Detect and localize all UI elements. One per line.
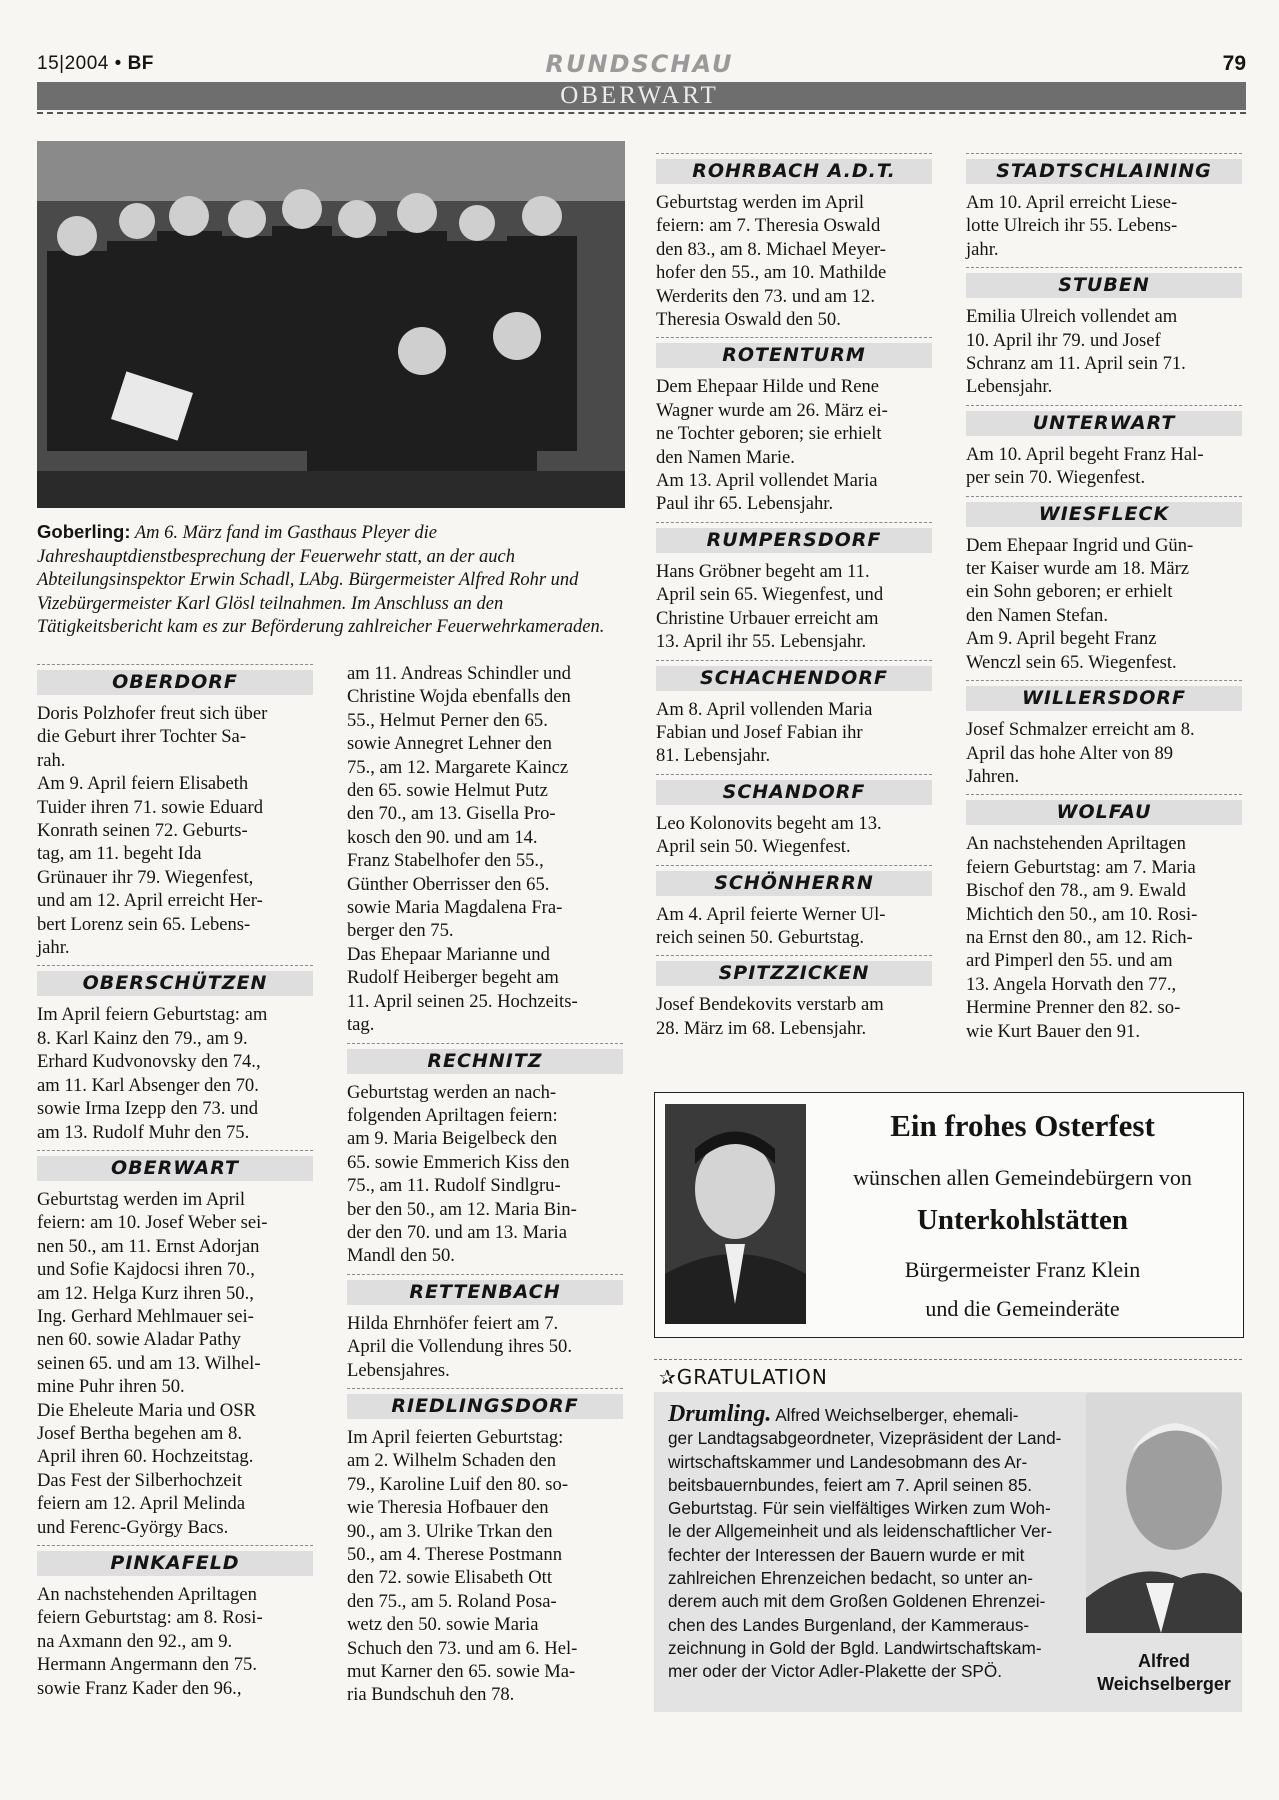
section-schandorf: [656, 774, 932, 859]
text-line: den 65. sowie Helmut Putz: [347, 780, 548, 802]
section-rotenturm: [656, 337, 932, 515]
section-heading: [37, 664, 313, 696]
section-heading: [966, 153, 1242, 185]
text-line: na Ernst den 80., am 12. Rich-: [966, 926, 1193, 948]
text-line: Werderits den 73. und am 12.: [656, 285, 875, 307]
section-rumpersdorf: [656, 522, 932, 654]
text-line: Am 4. April feierte Werner Ul-: [656, 903, 886, 925]
text-line: Theresia Oswald den 50.: [656, 309, 841, 331]
text-line: Am 10. April begeht Franz Hal-: [966, 443, 1204, 465]
ad-town-name: Unterkohlstätten: [916, 1204, 1129, 1236]
text-line: nen 50., am 11. Ernst Adorjan: [37, 1235, 260, 1257]
text-line: die Geburt ihrer Tochter Sa-: [37, 726, 247, 748]
text-line: Hermine Prenner den 82. so-: [966, 997, 1181, 1019]
text-line: Dem Ehepaar Hilde und Rene: [656, 376, 880, 398]
weichselberger-portrait-graphic: [1086, 1393, 1242, 1633]
text-line: Schranz am 11. April sein 71.: [966, 353, 1186, 375]
gratulation-divider: [654, 1359, 1242, 1360]
section-heading-text: WILLERSDORF: [1021, 687, 1187, 710]
section-heading-text: RETTENBACH: [409, 1280, 561, 1303]
text-line: Hermann Angermann den 75.: [37, 1654, 257, 1676]
column-4: [966, 153, 1242, 1043]
text-line: wie Kurt Bauer den 91.: [966, 1020, 1141, 1042]
text-line: Wenczl sein 65. Wiegenfest.: [966, 651, 1177, 673]
text-line: Christine Wojda ebenfalls den: [347, 686, 571, 708]
section-pinkafeld: [37, 1545, 313, 1700]
section-heading: [37, 1545, 313, 1577]
column-2-continuation: [347, 662, 623, 1037]
section-heading-text: ROHRBACH A.D.T.: [692, 160, 896, 182]
section-rohrbach-a-d-t-: [656, 153, 932, 331]
photo-caption: [37, 520, 625, 640]
gratulation-line: zahlreichen Ehrenzeichen bedacht, so unter an-: [668, 1568, 1033, 1589]
gratulation-line: fechter der Interessen der Bauern wurde er mit: [668, 1544, 1025, 1565]
caption-place: Goberling:: [37, 521, 131, 542]
section-oberschützen: [37, 965, 313, 1143]
section-heading: [656, 153, 932, 185]
text-line: Hilda Ehrnhöfer feiert am 7.: [347, 1312, 559, 1334]
section-heading-text: RECHNITZ: [427, 1049, 543, 1072]
section-heading: [37, 965, 313, 997]
gratulation-text: [668, 1403, 1068, 1684]
text-line: Konrath seinen 72. Geburts-: [37, 820, 248, 842]
section-heading-text: WOLFAU: [1056, 801, 1152, 824]
text-line: An nachstehenden Apriltagen: [37, 1584, 257, 1605]
text-line: 8. Karl Kainz den 79., am 9.: [37, 1027, 248, 1049]
section-heading: [656, 337, 932, 369]
text-line: Am 10. April erreicht Liese-: [966, 192, 1178, 213]
section-heading: [347, 1388, 623, 1420]
text-line: mut Karner den 65. sowie Ma-: [347, 1661, 576, 1683]
text-line: den 72. sowie Elisabeth Ott: [347, 1567, 553, 1589]
text-line: Paul ihr 65. Lebensjahr.: [656, 493, 834, 515]
text-line: Jahren.: [966, 765, 1020, 787]
text-line: ard Pimperl den 55. und am: [966, 950, 1173, 972]
gratulation-line: derem auch mit dem Großen Goldenen Ehrenzei-: [668, 1591, 1046, 1612]
gratulation-line: zeichnung in Gold der Bgld. Landwirtschaftskam-: [668, 1637, 1042, 1658]
section-heading: [966, 405, 1242, 437]
text-line: Das Fest der Silberhochzeit: [37, 1469, 242, 1491]
text-line: Schuch den 73. und am 6. Hel-: [347, 1637, 578, 1659]
text-line: Emilia Ulreich vollendet am: [966, 306, 1178, 328]
text-line: Geburtstag werden im April: [656, 192, 865, 213]
text-line: Josef Schmalzer erreicht am 8.: [966, 719, 1195, 741]
text-line: Geburtstag werden an nach-: [347, 1081, 557, 1103]
gratulation-line: beitsbauernbundes, feiert am 7. April seinen 85.: [668, 1474, 1033, 1495]
section-heading: [966, 794, 1242, 826]
section-heading: [966, 496, 1242, 528]
text-line: 65. sowie Emmerich Kiss den: [347, 1151, 570, 1173]
text-line: den Namen Stefan.: [966, 604, 1108, 626]
text-line: 90., am 3. Ulrike Trkan den: [347, 1520, 553, 1542]
gratulation-line: mer oder der Victor Adler-Plakette der SPÖ.: [668, 1661, 1003, 1682]
text-line: mine Puhr ihren 50.: [37, 1376, 185, 1398]
section-heading-text: STADTSCHLAINING: [996, 160, 1212, 182]
ad-mayor-line: Bürgermeister Franz Klein: [904, 1257, 1141, 1282]
section-unterwart: [966, 405, 1242, 490]
column-2: [347, 662, 623, 1707]
text-line: den 83., am 8. Michael Meyer-: [656, 238, 886, 260]
text-line: April das hohe Alter von 89: [966, 742, 1174, 764]
header-divider: [37, 112, 1246, 114]
issue-bullet: •: [114, 53, 122, 74]
text-line: April sein 65. Wiegenfest, und: [656, 584, 884, 606]
text-line: Lebensjahr.: [966, 376, 1053, 398]
text-line: 28. März im 68. Lebensjahr.: [656, 1017, 867, 1039]
text-line: der den 70. und am 13. Maria: [347, 1221, 567, 1243]
gratulation-label-text: GRATULATION: [676, 1365, 828, 1389]
text-line: Tuider ihren 71. sowie Eduard: [37, 796, 264, 818]
text-line: hofer den 55., am 10. Mathilde: [656, 262, 887, 284]
text-line: Günther Oberrisser den 65.: [347, 873, 550, 895]
photo-caption-name: [1086, 1650, 1242, 1696]
text-line: den 70., am 13. Gisella Pro-: [347, 803, 556, 825]
section-heading: [656, 522, 932, 554]
section-heading-text: UNTERWART: [1032, 411, 1176, 434]
section-heading: [656, 865, 932, 897]
text-line: 75., am 11. Rudolf Sindlgru-: [347, 1175, 561, 1197]
text-line: und Ferenc-György Bacs.: [37, 1516, 229, 1538]
region-title: OBERWART: [560, 82, 719, 109]
gratulation-line: wirtschaftskammer und Landesobmann des Ar-: [668, 1451, 1028, 1472]
text-line: 75., am 12. Margarete Kaincz: [347, 756, 569, 778]
section-heading-text: SCHANDORF: [722, 780, 866, 803]
text-line: berger den 75.: [347, 920, 454, 942]
photo-name-first: Alfred: [1137, 1651, 1190, 1671]
text-line: sowie Franz Kader den 96.,: [37, 1677, 242, 1699]
text-line: Am 13. April vollendet Maria: [656, 470, 878, 492]
text-line: wie Theresia Hofbauer den: [347, 1497, 549, 1519]
text-line: den Namen Marie.: [656, 446, 795, 468]
text-line: und Sofie Kajdocsi ihren 70.,: [37, 1259, 255, 1281]
section-heading: [966, 680, 1242, 712]
gratulation-place: Drumling.: [668, 1401, 772, 1427]
section-title: RUNDSCHAU: [545, 50, 734, 78]
text-line: bert Lorenz sein 65. Lebens-: [37, 913, 251, 935]
section-rechnitz: [347, 1043, 623, 1268]
text-line: April die Vollendung ihres 50.: [347, 1336, 573, 1358]
ad-greeting-line: wünschen allen Gemeindebürgern von: [853, 1165, 1192, 1190]
section-heading-text: RIEDLINGSDORF: [391, 1394, 579, 1417]
text-line: 13. Angela Horvath den 77.,: [966, 973, 1177, 995]
gratulation-label: [659, 1365, 828, 1389]
text-line: ber den 50., am 12. Maria Bin-: [347, 1198, 577, 1220]
text-line: Doris Polzhofer freut sich über: [37, 703, 268, 724]
section-heading-text: OBERDORF: [112, 671, 238, 693]
text-line: Rudolf Heiberger begeht am: [347, 967, 559, 989]
text-line: feiern Geburtstag: am 8. Rosi-: [37, 1607, 263, 1629]
section-heading-text: SCHÖNHERRN: [714, 871, 874, 894]
text-line: am 12. Helga Kurz ihren 50.,: [37, 1282, 254, 1304]
ad-title: Ein frohes Osterfest: [890, 1108, 1155, 1143]
section-spitzzicken: [656, 955, 932, 1040]
text-line: und am 12. April erreicht Her-: [37, 890, 263, 912]
text-line: den 75., am 5. Roland Posa-: [347, 1590, 557, 1612]
text-line: Grünauer ihr 79. Wiegenfest,: [37, 866, 254, 888]
text-line: feiern: am 10. Josef Weber sei-: [37, 1212, 268, 1234]
text-line: na Axmann den 92., am 9.: [37, 1630, 233, 1652]
text-line: Das Ehepaar Marianne und: [347, 943, 550, 965]
section-oberdorf: [37, 664, 313, 959]
section-wolfau: [966, 794, 1242, 1043]
text-line: reich seinen 50. Geburtstag.: [656, 926, 865, 948]
section-heading: [37, 1150, 313, 1182]
text-line: Leo Kolonovits begeht am 13.: [656, 812, 882, 834]
text-line: Franz Stabelhofer den 55.,: [347, 850, 544, 872]
text-line: An nachstehenden Apriltagen: [966, 833, 1186, 855]
section-heading-text: STUBEN: [1058, 274, 1150, 297]
section-heading: [966, 267, 1242, 299]
section-schönherrn: [656, 865, 932, 950]
text-line: ria Bundschuh den 78.: [347, 1684, 515, 1706]
section-heading-text: SCHACHENDORF: [700, 666, 888, 689]
text-line: seinen 65. und am 13. Wilhel-: [37, 1352, 261, 1374]
section-heading: [656, 774, 932, 806]
section-riedlingsdorf: [347, 1388, 623, 1707]
section-heading: [656, 660, 932, 692]
text-line: tag.: [347, 1014, 375, 1036]
text-line: ne Tochter geboren; sie erhielt: [656, 423, 882, 445]
page-number: 79: [1222, 52, 1246, 75]
text-line: sowie Irma Izepp den 73. und: [37, 1098, 258, 1120]
text-line: kosch den 90. und am 14.: [347, 826, 538, 848]
mayor-photo: [665, 1104, 806, 1324]
text-line: Erhard Kudvonovsky den 74.,: [37, 1051, 261, 1073]
text-line: Lebensjahres.: [347, 1359, 450, 1381]
text-line: feiern: am 7. Theresia Oswald: [656, 215, 881, 237]
column-1: [37, 664, 313, 1700]
section-heading: [347, 1274, 623, 1306]
text-line: am 11. Andreas Schindler und: [347, 663, 571, 684]
photo-name-last: Weichselberger: [1097, 1674, 1231, 1694]
text-line: am 2. Wilhelm Schaden den: [347, 1450, 557, 1472]
ad-council-line: und die Gemeinderäte: [925, 1296, 1120, 1321]
section-willersdorf: [966, 680, 1242, 788]
text-line: Die Eheleute Maria und OSR: [37, 1399, 256, 1421]
gratulation-line: chen des Landes Burgenland, der Kammeraus-: [668, 1614, 1030, 1635]
text-line: 13. April ihr 55. Lebensjahr.: [656, 631, 867, 653]
text-line: Am 9. April feiern Elisabeth: [37, 773, 249, 795]
text-line: am 9. Maria Beigelbeck den: [347, 1128, 558, 1150]
text-line: ter Kaiser wurde am 18. März: [966, 558, 1190, 580]
column-3: [656, 153, 932, 1040]
text-line: rah.: [37, 749, 66, 771]
mayor-portrait-graphic: [665, 1104, 806, 1324]
section-oberwart: [37, 1150, 313, 1539]
text-line: Mandl den 50.: [347, 1245, 455, 1267]
text-line: feiern am 12. April Melinda: [37, 1493, 246, 1515]
text-line: Christine Urbauer erreicht am: [656, 607, 879, 629]
publication-name: BF: [127, 53, 154, 74]
section-wiesfleck: [966, 496, 1242, 674]
section-heading-text: OBERWART: [111, 1156, 239, 1179]
section-heading-text: WIESFLECK: [1038, 502, 1170, 525]
star-icon: ✰: [659, 1365, 677, 1389]
text-line: Michtich den 50., am 10. Rosi-: [966, 903, 1198, 925]
text-line: 10. April ihr 79. und Josef: [966, 329, 1161, 351]
photo-placeholder-graphic: [37, 141, 625, 508]
text-line: folgenden Apriltagen feiern:: [347, 1104, 558, 1126]
text-line: ein Sohn geboren; er erhielt: [966, 581, 1173, 603]
text-line: 79., Karoline Luif den 80. so-: [347, 1473, 569, 1495]
section-schachendorf: [656, 660, 932, 768]
text-line: sowie Annegret Lehner den: [347, 733, 552, 755]
section-heading-text: RUMPERSDORF: [706, 528, 882, 551]
section-heading-text: OBERSCHÜTZEN: [82, 972, 268, 995]
text-line: wetz den 50. sowie Maria: [347, 1614, 539, 1636]
text-line: lotte Ulreich ihr 55. Lebens-: [966, 215, 1178, 237]
text-line: 11. April seinen 25. Hochzeits-: [347, 990, 578, 1012]
section-heading: [347, 1043, 623, 1075]
text-line: tag, am 11. begeht Ida: [37, 843, 202, 865]
text-line: Ing. Gerhard Mehlmauer sei-: [37, 1305, 254, 1327]
text-line: April ihren 60. Hochzeitstag.: [37, 1446, 254, 1468]
text-line: Dem Ehepaar Ingrid und Gün-: [966, 534, 1194, 556]
section-rettenbach: [347, 1274, 623, 1382]
text-line: per sein 70. Wiegenfest.: [966, 467, 1146, 489]
gratulation-line: Alfred Weichselberger, ehemali-: [775, 1405, 1019, 1425]
gratulation-line: Geburtstag. Für sein vielfältiges Wirken zum Woh-: [668, 1498, 1051, 1519]
text-line: nen 60. sowie Aladar Pathy: [37, 1329, 241, 1351]
text-line: 81. Lebensjahr.: [656, 745, 771, 767]
text-line: sowie Maria Magdalena Fra-: [347, 897, 563, 919]
text-line: Josef Bertha begehen am 8.: [37, 1422, 242, 1444]
section-stuben: [966, 267, 1242, 399]
section-stadtschlaining: [966, 153, 1242, 261]
text-line: jahr.: [37, 937, 70, 959]
text-line: 50., am 4. Therese Postmann: [347, 1544, 562, 1565]
text-line: Fabian und Josef Fabian ihr: [656, 721, 863, 743]
section-heading-text: PINKAFELD: [110, 1552, 240, 1574]
text-line: Im April feierten Geburtstag:: [347, 1426, 564, 1448]
gratulation-line: ger Landtagsabgeordneter, Vizepräsident der Land-: [668, 1428, 1062, 1449]
weichselberger-photo: [1086, 1393, 1242, 1633]
text-line: feiern Geburtstag: am 7. Maria: [966, 856, 1196, 878]
gratulation-line: le der Allgemeinheit und als leidenschaftlicher Ver-: [668, 1521, 1053, 1542]
text-line: Im April feiern Geburtstag: am: [37, 1004, 268, 1026]
caption-text: Am 6. März fand im Gasthaus Pleyer die Jahreshauptdienstbesprechung der Feuerwehr statt, an der auch Abteilungsinspektor Erwin Schadl, LAbg. Bürgermeister Alfred Rohr und Vizebürgermeister Karl Glösl teilnahmen. Im Anschluss an den Tätigkeitsbericht kam es zur Beförderung zahlreicher Feuerwehrkameraden.: [37, 523, 605, 637]
text-line: am 11. Karl Absenger den 70.: [37, 1074, 259, 1096]
section-heading-text: SPITZZICKEN: [718, 962, 870, 985]
text-line: Geburtstag werden im April: [37, 1188, 246, 1210]
text-line: April sein 50. Wiegenfest.: [656, 836, 851, 858]
text-line: Bischof den 78., am 9. Ewald: [966, 880, 1186, 902]
text-line: Am 9. April begeht Franz: [966, 628, 1157, 650]
text-line: 55., Helmut Perner den 65.: [347, 709, 548, 731]
text-line: jahr.: [966, 238, 999, 260]
fire-brigade-photo: [37, 141, 625, 508]
text-line: Josef Bendekovits verstarb am: [656, 994, 884, 1016]
section-heading: [656, 955, 932, 987]
section-heading-text: ROTENTURM: [722, 344, 866, 367]
text-line: Hans Gröbner begeht am 11.: [656, 560, 870, 582]
text-line: Wagner wurde am 26. März ei-: [656, 399, 888, 421]
text-line: am 13. Rudolf Muhr den 75.: [37, 1121, 250, 1143]
issue-number: 15|2004: [37, 53, 109, 74]
text-line: Am 8. April vollenden Maria: [656, 698, 873, 720]
